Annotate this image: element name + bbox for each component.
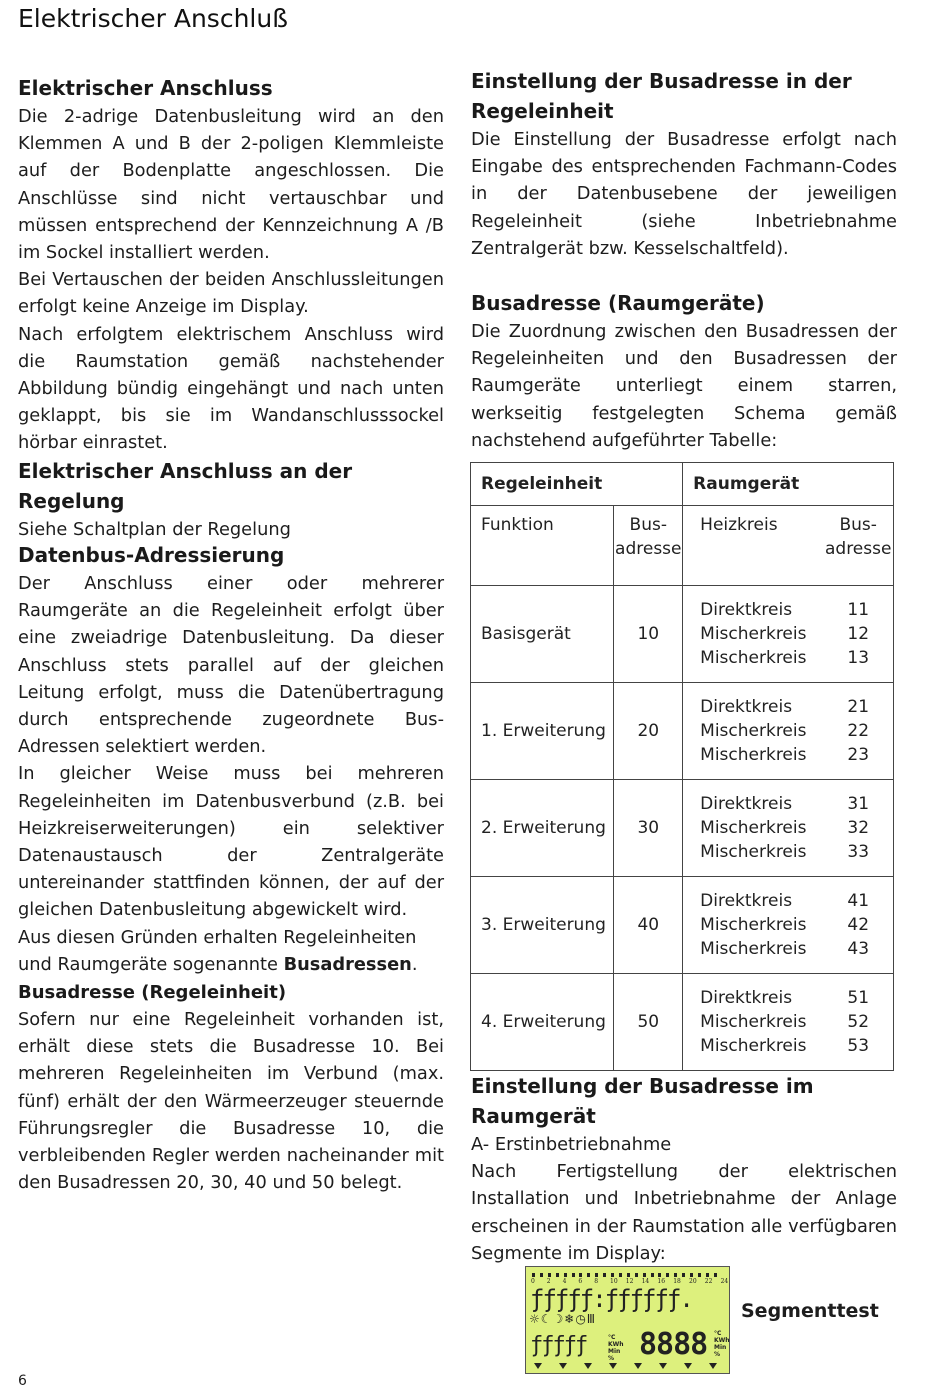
section-title: Datenbus-Adressierung xyxy=(18,543,285,567)
cell-heizkreis-line: Mischerkreis xyxy=(700,721,807,741)
cell-raum-busadresse xyxy=(823,683,893,780)
cell-funktion: 3. Erweiterung xyxy=(471,877,614,974)
paragraph: In gleicher Weise muss bei mehreren Regeleinheiten im Datenbusverbund (z.B. bei Heizkreiserweiterungen) ein selektiver Datenaustausch der Zentralgeräte untereinander stattfinden können, der auf der gleichen Datenbusleitung abgewickelt wird. xyxy=(18,763,444,921)
lcd-scale-number: 16 xyxy=(657,1278,666,1285)
lcd-scale-tick xyxy=(666,1273,669,1277)
cell-heizkreis xyxy=(683,877,824,974)
lcd-arrow-icon xyxy=(584,1363,592,1369)
table-column-header-row xyxy=(471,506,894,586)
lcd-scale-tick xyxy=(658,1273,661,1277)
col-header-funktion: Funktion xyxy=(471,506,614,586)
paragraph: Bei Vertauschen der beiden Anschlussleitungen erfolgt keine Anzeige im Display. xyxy=(18,269,444,318)
text: . xyxy=(411,953,418,975)
cell-raum-busadresse-line: 41 xyxy=(847,891,870,911)
paragraph: Die Zuordnung zwischen den Busadressen der Regeleinheiten und den Busadressen der Raumgeräte unterliegt einem starren, werkseitig festgelegten Schema gemäß nachstehend aufgeführter Tabelle: xyxy=(471,321,897,451)
lcd-arrow-icon xyxy=(534,1363,542,1369)
paragraph: Die 2-adrige Datenbusleitung wird an den Klemmen A und B der 2-poligen Klemmleiste auf der Bodenplatte angeschlossen. Die Anschlüsse sind nicht vertauschbar und müssen entsprechend der Kennzeichnung A /B im Sockel installiert werden. xyxy=(18,106,444,264)
text: Aus diesen Gründen erhalten Regeleinheiten und Raumgeräte sogenannte xyxy=(18,926,417,975)
cell-heizkreis-line: Mischerkreis xyxy=(700,624,807,644)
cell-heizkreis-line: Direktkreis xyxy=(700,794,793,814)
section-datenbus-adressierung xyxy=(18,540,444,978)
lcd-scale-number: 6 xyxy=(578,1278,583,1285)
section-title: Einstellung der Busadresse in der Regeleinheit xyxy=(471,69,852,123)
lcd-scale-tick xyxy=(706,1273,709,1277)
lcd-scale-tick xyxy=(674,1273,677,1277)
cell-raum-busadresse xyxy=(823,877,893,974)
col-header-heizkreis: Heizkreis xyxy=(683,506,824,586)
cell-funktion: 2. Erweiterung xyxy=(471,780,614,877)
cell-heizkreis-line: Mischerkreis xyxy=(700,1036,807,1056)
lcd-arrow-icon xyxy=(709,1363,717,1369)
lcd-arrow-icon xyxy=(609,1363,617,1369)
lcd-scale-tick xyxy=(627,1273,630,1277)
table-row xyxy=(471,683,894,780)
cell-raum-busadresse xyxy=(823,586,893,683)
lcd-scale-number: 22 xyxy=(704,1278,713,1285)
lcd-scale-tick xyxy=(564,1273,567,1277)
paragraph: Die Einstellung der Busadresse erfolgt nach Eingabe des entsprechenden Fachmann-Codes in der Datenbusebene der jeweiligen Regeleinheit (siehe Inbetriebnahme Zentralgerät bzw. Kesselschaltfeld). xyxy=(471,129,897,259)
cell-raum-busadresse-line: 13 xyxy=(847,648,870,668)
cell-busadresse: 30 xyxy=(614,780,683,877)
page-title: Elektrischer Anschluß xyxy=(18,4,288,33)
cell-raum-busadresse-line: 23 xyxy=(847,745,870,765)
cell-raum-busadresse-line: 53 xyxy=(847,1036,870,1056)
cell-raum-busadresse-line: 33 xyxy=(847,842,870,862)
lcd-time-scale xyxy=(531,1273,729,1285)
paragraph: Nach Fertigstellung der elektrischen Installation und Inbetriebnahme der Anlage erscheinen in der Raumstation alle verfügbaren Segmente im Display: xyxy=(471,1161,897,1264)
table-row xyxy=(471,780,894,877)
lcd-scale-tick xyxy=(548,1273,551,1277)
section-title: Elektrischer Anschluss an der Regelung xyxy=(18,459,353,513)
lcd-segment-row: ƒƒƒƒƒ xyxy=(530,1333,587,1358)
cell-busadresse: 40 xyxy=(614,877,683,974)
table-row xyxy=(471,974,894,1071)
cell-heizkreis-line: Mischerkreis xyxy=(700,648,807,668)
paragraph: Siehe Schaltplan der Regelung xyxy=(18,519,291,540)
lcd-unit-label: °C KWh Min % xyxy=(714,1330,730,1358)
cell-raum-busadresse-line: 21 xyxy=(847,697,870,717)
section-busadresse-raumgeraet xyxy=(471,1071,897,1267)
lcd-scale-tick xyxy=(611,1273,614,1277)
lcd-scale-tick xyxy=(572,1273,575,1277)
cell-busadresse: 20 xyxy=(614,683,683,780)
lcd-scale-number: 12 xyxy=(625,1278,634,1285)
lcd-scale-number: 2 xyxy=(546,1278,551,1285)
cell-busadresse: 10 xyxy=(614,586,683,683)
lcd-scale-tick xyxy=(714,1273,717,1277)
cell-heizkreis-line: Direktkreis xyxy=(700,988,793,1008)
paragraph xyxy=(18,924,444,978)
section-title: Busadresse (Raumgeräte) xyxy=(471,291,765,315)
cell-heizkreis xyxy=(683,780,824,877)
cell-raum-busadresse-line: 22 xyxy=(847,721,870,741)
table-row xyxy=(471,586,894,683)
cell-heizkreis-line: Mischerkreis xyxy=(700,818,807,838)
cell-funktion: Basisgerät xyxy=(471,586,614,683)
cell-funktion: 1. Erweiterung xyxy=(471,683,614,780)
lcd-scale-tick xyxy=(556,1273,559,1277)
col-header-busadresse: Bus- adresse xyxy=(823,506,893,586)
lcd-unit-label: °C KWh Min % xyxy=(608,1334,624,1362)
cell-heizkreis-line: Direktkreis xyxy=(700,600,793,620)
lcd-scale-number: 14 xyxy=(641,1278,650,1285)
paragraph: Nach erfolgtem elektrischem Anschluss wird die Raumstation gemäß nachstehender Abbildung bündig eingehängt und nach unten geklappt, bis sie im Wandanschlusssockel hörbar einrastet. xyxy=(18,323,444,454)
lcd-scale-number: 20 xyxy=(689,1278,697,1285)
lcd-scale-tick xyxy=(619,1273,622,1277)
lcd-scale-number: 4 xyxy=(562,1278,567,1285)
cell-heizkreis-line: Direktkreis xyxy=(700,891,793,911)
cell-heizkreis-line: Mischerkreis xyxy=(700,915,807,935)
lcd-scale-number: 0 xyxy=(531,1278,535,1285)
cell-raum-busadresse-line: 42 xyxy=(847,915,870,935)
lcd-segment-row: ƒƒƒƒƒ:ƒƒƒƒƒƒ. xyxy=(530,1285,692,1313)
cell-heizkreis-line: Mischerkreis xyxy=(700,842,807,862)
table-body xyxy=(471,586,894,1071)
lcd-scale-number: 24 xyxy=(720,1278,729,1285)
group-header-regeleinheit: Regeleinheit xyxy=(471,463,683,506)
table-group-header-row xyxy=(471,463,894,506)
table-row xyxy=(471,877,894,974)
paragraph: Der Anschluss einer oder mehrerer Raumgeräte an die Regeleinheit erfolgt über eine zweiadrige Datenbusleitung. Da dieser Anschluss stets parallel auf der gleichen Leitung erfolgt, muss die Datenübertragung durch entsprechende zugeordnete Bus-Adressen selektiert werden. xyxy=(18,573,444,758)
col-header-busadresse: Bus- adresse xyxy=(614,506,683,586)
cell-funktion: 4. Erweiterung xyxy=(471,974,614,1071)
lcd-scale-tick xyxy=(635,1273,638,1277)
lcd-symbol-row: ☼☾☽❄◷Ⅲ xyxy=(529,1312,597,1326)
cell-heizkreis-line: Mischerkreis xyxy=(700,939,807,959)
lcd-indicator-arrows xyxy=(526,1363,729,1371)
section-title: Elektrischer Anschluss xyxy=(18,76,273,100)
lcd-scale-tick xyxy=(690,1273,693,1277)
paragraph: Sofern nur eine Regeleinheit vorhanden ist, erhält diese stets die Busadresse 10. Bei mehreren Regeleinheiten im Verbund (max. fünf) erhält der den Wärmeerzeuger steuernde Führungsregler die Busadresse 10, die verbleibenden Regler werden nacheinander mit den Busadressen 20, 30, 40 und 50 belegt. xyxy=(18,1009,444,1194)
lcd-scale-tick xyxy=(595,1273,598,1277)
cell-raum-busadresse xyxy=(823,780,893,877)
cell-heizkreis xyxy=(683,974,824,1071)
lcd-scale-tick xyxy=(682,1273,685,1277)
lcd-arrow-icon xyxy=(684,1363,692,1369)
lcd-scale-tick xyxy=(651,1273,654,1277)
lcd-scale-tick xyxy=(643,1273,646,1277)
lcd-scale-number: 18 xyxy=(673,1278,681,1285)
lcd-scale-tick xyxy=(587,1273,590,1277)
group-header-raumgeraet: Raumgerät xyxy=(683,463,894,506)
lcd-scale-tick xyxy=(603,1273,606,1277)
lcd-display xyxy=(525,1266,730,1374)
section-elektrischer-anschluss xyxy=(18,73,444,457)
cell-raum-busadresse xyxy=(823,974,893,1071)
lcd-scale-number: 10 xyxy=(610,1278,618,1285)
lcd-scale-tick xyxy=(532,1273,535,1277)
lcd-scale-tick xyxy=(698,1273,701,1277)
cell-busadresse: 50 xyxy=(614,974,683,1071)
cell-raum-busadresse-line: 52 xyxy=(847,1012,870,1032)
cell-heizkreis xyxy=(683,586,824,683)
display-caption: Segmenttest xyxy=(741,1300,879,1322)
lcd-scale-tick xyxy=(540,1273,543,1277)
section-title: Einstellung der Busadresse im Raumgerät xyxy=(471,1074,814,1128)
lcd-scale-tick xyxy=(579,1273,582,1277)
cell-heizkreis-line: Direktkreis xyxy=(700,697,793,717)
cell-raum-busadresse-line: 11 xyxy=(847,600,870,620)
busadressen-table xyxy=(470,462,894,1071)
cell-heizkreis-line: Mischerkreis xyxy=(700,745,807,765)
cell-raum-busadresse-line: 31 xyxy=(847,794,870,814)
cell-raum-busadresse-line: 12 xyxy=(847,624,870,644)
cell-heizkreis xyxy=(683,683,824,780)
lcd-arrow-icon xyxy=(659,1363,667,1369)
cell-raum-busadresse-line: 32 xyxy=(847,818,870,838)
section-anschluss-regelung xyxy=(18,456,444,543)
section-title: Busadresse (Regeleinheit) xyxy=(18,982,287,1003)
cell-raum-busadresse-line: 43 xyxy=(847,939,870,959)
emphasis: Busadressen xyxy=(283,953,412,975)
paragraph: A- Erstinbetriebnahme xyxy=(471,1134,672,1155)
lcd-arrow-icon xyxy=(634,1363,642,1369)
page-number: 6 xyxy=(18,1373,27,1389)
section-busadresse-regeleinheit xyxy=(18,979,444,1196)
lcd-scale-number: 8 xyxy=(594,1278,599,1285)
lcd-big-digits: 8888 xyxy=(639,1327,708,1362)
section-busadresse-regeleinheit-einstellung xyxy=(471,66,897,262)
cell-raum-busadresse-line: 51 xyxy=(847,988,870,1008)
cell-heizkreis-line: Mischerkreis xyxy=(700,1012,807,1032)
section-busadresse-raumgeraete xyxy=(471,288,897,454)
lcd-arrow-icon xyxy=(559,1363,567,1369)
